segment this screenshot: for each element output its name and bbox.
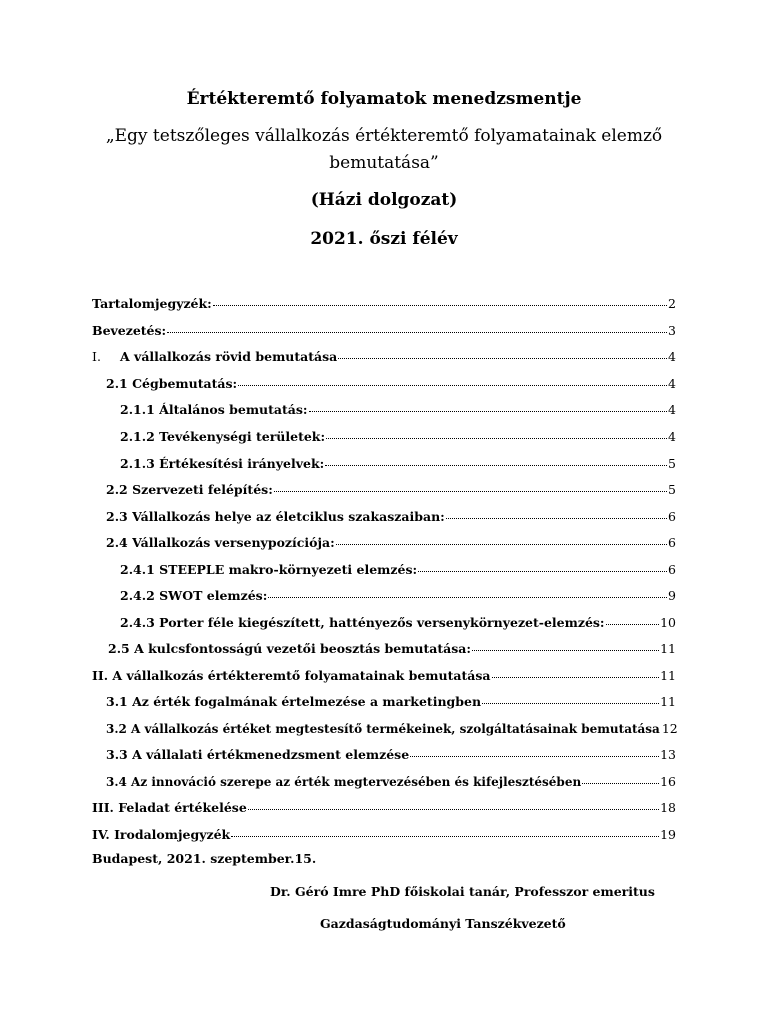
toc-entry-page: 9	[668, 588, 676, 603]
toc-entry[interactable]	[120, 401, 676, 419]
department: Gazdaságtudományi Tanszékvezető	[320, 916, 566, 931]
toc-entry-label: 2.5 A kulcsfontosságú vezetői beosztás bemutatása:	[108, 641, 471, 656]
toc-leader-dots	[410, 745, 659, 757]
toc-entry-page: 10	[660, 615, 676, 630]
toc-leader-dots	[338, 347, 667, 359]
toc-entry[interactable]	[106, 720, 676, 738]
toc-leader-dots	[326, 427, 667, 439]
toc-entry-label: 2.4.3 Porter féle kiegészített, hattényezős versenykörnyezet-elemzés:	[120, 615, 605, 630]
toc-entry-label: 2.3 Vállalkozás helye az életciklus szakaszaiban:	[106, 509, 445, 524]
toc-entry-page: 11	[660, 694, 676, 709]
toc-entry-page: 5	[668, 456, 676, 471]
toc-leader-dots	[309, 400, 668, 412]
toc-entry[interactable]	[106, 508, 676, 526]
toc-leader-dots	[446, 507, 667, 519]
toc-entry-page: 19	[660, 827, 676, 842]
toc-entry-page: 11	[660, 641, 676, 656]
toc-entry[interactable]	[106, 534, 676, 552]
toc-entry-label: A vállalkozás rövid bemutatása	[120, 349, 338, 364]
toc-leader-dots	[482, 692, 659, 704]
paper-type: (Házi dolgozat)	[310, 190, 458, 210]
toc-entry-numeral: I.	[92, 349, 101, 364]
toc-entry-label: 2.1.3 Értékesítési irányelvek:	[120, 456, 325, 471]
toc-entry-page: 6	[668, 562, 676, 577]
toc-entry-label: 2.1.1 Általános bemutatás:	[120, 402, 308, 417]
semester: 2021. őszi félév	[310, 229, 458, 249]
toc-leader-dots	[418, 560, 667, 572]
toc-leader-dots	[268, 586, 667, 598]
toc-leader-dots	[238, 374, 667, 386]
toc-leader-dots	[325, 454, 667, 466]
toc-entry-label: 2.4.2 SWOT elemzés:	[120, 588, 268, 603]
toc-entry-page: 6	[668, 535, 676, 550]
toc-entry-label: Bevezetés:	[92, 323, 167, 338]
toc-entry-label: 3.2 A vállalkozás értéket megtestesítő termékeinek, szolgáltatásainak bemutatása	[106, 722, 660, 736]
toc-entry[interactable]	[106, 481, 676, 499]
place-date: Budapest, 2021. szeptember.15.	[92, 851, 317, 866]
toc-entry[interactable]	[120, 428, 676, 446]
toc-entry[interactable]	[92, 295, 676, 313]
toc-entry-label: Tartalomjegyzék:	[92, 296, 212, 311]
toc-entry[interactable]	[92, 322, 676, 340]
toc-entry[interactable]	[92, 667, 676, 685]
toc-entry-page: 4	[668, 429, 676, 444]
toc-entry-label: 2.4.1 STEEPLE makro-környezeti elemzés:	[120, 562, 418, 577]
toc-entry-label: II. A vállalkozás értékteremtő folyamatainak bemutatása	[92, 668, 491, 683]
toc-entry-label: IV. Irodalomjegyzék	[92, 827, 231, 842]
toc-leader-dots	[492, 666, 660, 678]
toc-entry[interactable]	[92, 348, 676, 366]
toc-entry[interactable]	[106, 375, 676, 393]
toc-entry-label: III. Feladat értékelése	[92, 800, 247, 815]
toc-entry-page: 2	[668, 296, 676, 311]
toc-entry-page: 12	[661, 721, 678, 736]
toc-entry-page: 3	[668, 323, 676, 338]
toc-leader-dots	[472, 639, 659, 651]
toc-entry[interactable]	[92, 826, 676, 844]
toc-entry-page: 18	[660, 800, 676, 815]
toc-leader-dots	[606, 613, 660, 625]
toc-entry-label: 2.2 Szervezeti felépítés:	[106, 482, 273, 497]
course-title: Értékteremtő folyamatok menedzsmentje	[186, 89, 582, 109]
toc-leader-dots	[336, 533, 667, 545]
toc-leader-dots	[582, 772, 659, 784]
toc-entry-label: 3.1 Az érték fogalmának értelmezése a marketingben	[106, 694, 482, 709]
toc-entry[interactable]	[106, 746, 676, 764]
toc-leader-dots	[274, 480, 667, 492]
toc-entry-page: 6	[668, 509, 676, 524]
toc-entry[interactable]	[106, 693, 676, 711]
toc-entry[interactable]	[120, 614, 676, 632]
toc-leader-dots	[167, 321, 667, 333]
toc-entry-page: 16	[660, 774, 676, 789]
toc-leader-dots	[231, 825, 659, 837]
toc-entry-label: 3.3 A vállalati értékmenedzsment elemzése	[106, 747, 410, 762]
toc-entry-label: 2.1.2 Tevékenységi területek:	[120, 429, 326, 444]
toc-leader-dots	[248, 798, 659, 810]
toc-entry-page: 4	[668, 349, 676, 364]
toc-entry-page: 11	[660, 668, 676, 683]
toc-entry-page: 13	[660, 747, 676, 762]
toc-entry-page: 4	[668, 402, 676, 417]
author-signature: Dr. Géró Imre PhD főiskolai tanár, Professzor emeritus	[270, 884, 655, 899]
toc-entry[interactable]	[108, 640, 676, 658]
toc-entry-label: 3.4 Az innováció szerepe az érték megtervezésében és kifejlesztésében	[106, 775, 582, 789]
toc-entry[interactable]	[120, 561, 676, 579]
toc-entry-page: 4	[668, 376, 676, 391]
toc-entry-label: 2.1 Cégbemutatás:	[106, 376, 238, 391]
toc-entry[interactable]	[106, 773, 676, 791]
paper-subtitle: „Egy tetszőleges vállalkozás értékteremtő folyamatainak elemző bemutatása”	[105, 126, 663, 173]
toc-entry-page: 5	[668, 482, 676, 497]
toc-entry[interactable]	[120, 455, 676, 473]
toc-leader-dots	[213, 294, 667, 306]
toc-entry[interactable]	[120, 587, 676, 605]
toc-entry-label: 2.4 Vállalkozás versenypozíciója:	[106, 535, 335, 550]
toc-entry[interactable]	[92, 799, 676, 817]
